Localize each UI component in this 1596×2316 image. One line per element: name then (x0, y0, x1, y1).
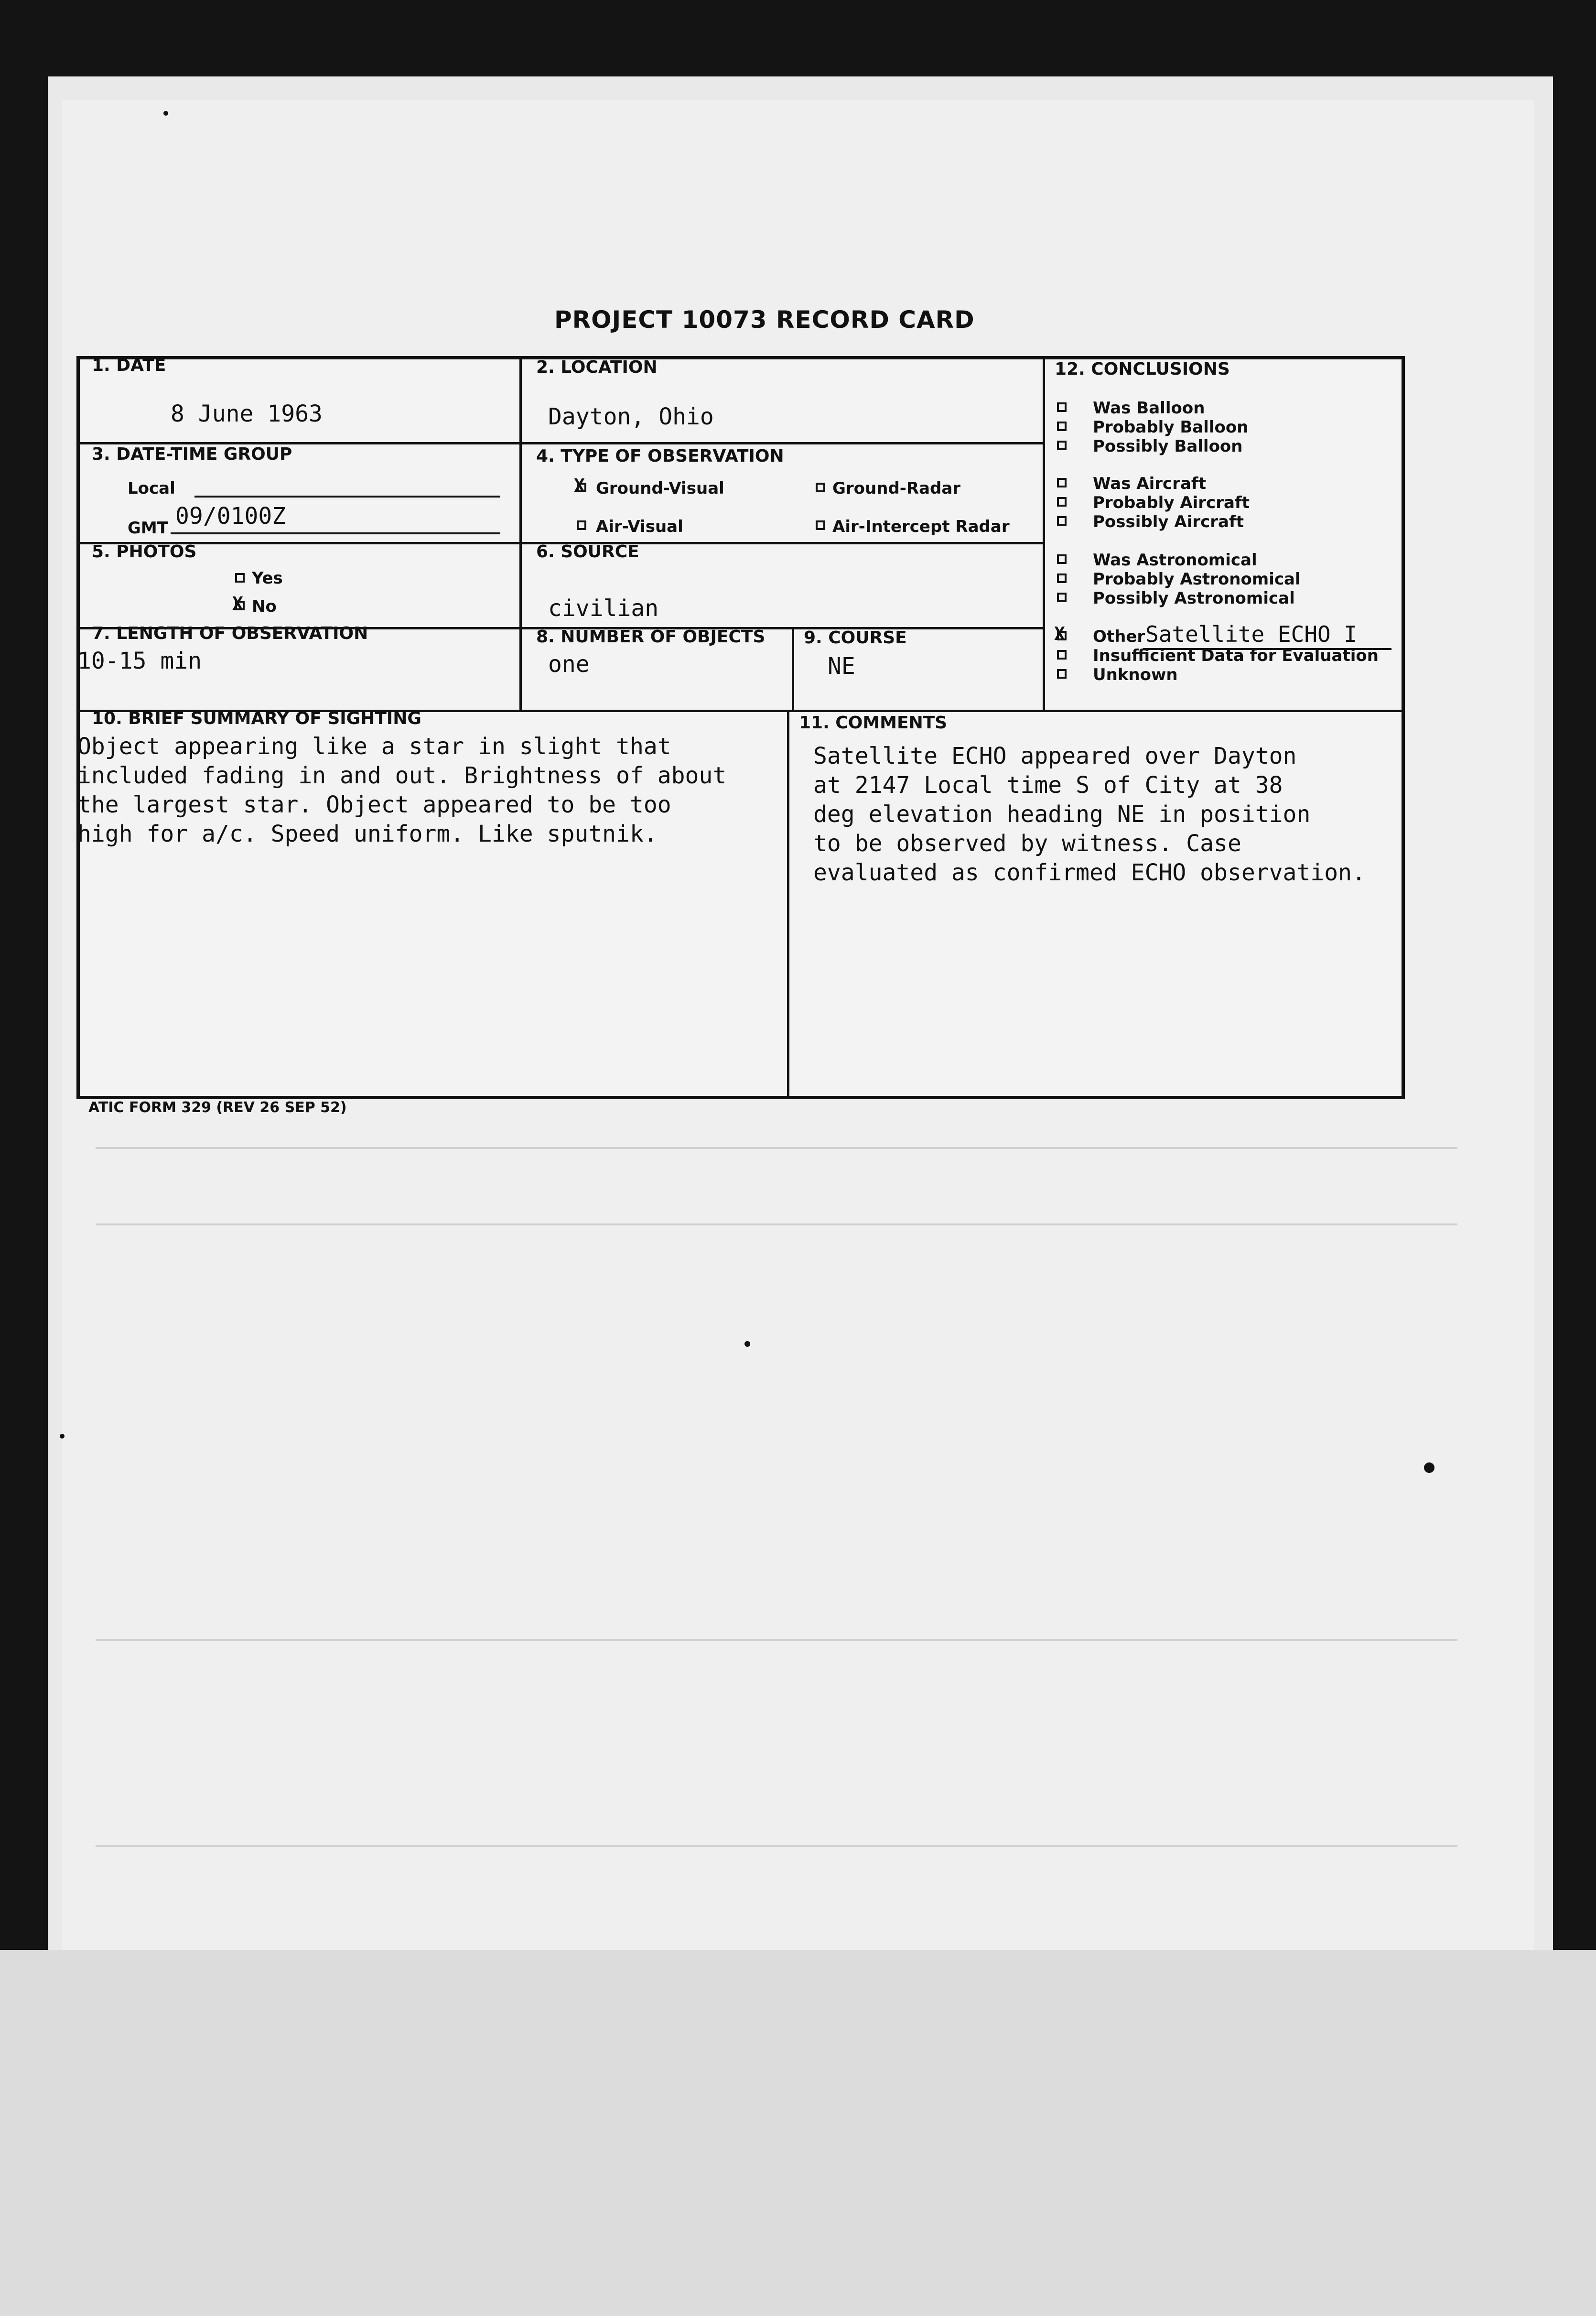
gmt-line (171, 532, 500, 534)
conclusions-label: 12. CONCLUSIONS (1055, 359, 1230, 379)
conclusion-probably-balloon: Probably Balloon (1093, 418, 1249, 437)
dust-speck (60, 1434, 65, 1439)
check-mark-icon: X (574, 475, 585, 496)
photos-label: 5. PHOTOS (92, 542, 197, 562)
card-title: PROJECT 10073 RECORD CARD (554, 306, 975, 334)
form-identifier: ATIC FORM 329 (REV 26 SEP 52) (88, 1099, 347, 1116)
checkbox-unknown[interactable] (1057, 669, 1067, 679)
comment-line: at 2147 Local time S of City at 38 (813, 772, 1283, 799)
conclusion-was-aircraft: Was Aircraft (1093, 474, 1206, 493)
conclusion-unknown: Unknown (1093, 665, 1178, 684)
comments-label: 11. COMMENTS (799, 713, 948, 733)
course-label: 9. COURSE (804, 628, 907, 648)
comment-line: Satellite ECHO appeared over Dayton (813, 743, 1297, 769)
conclusion-was-astronomical: Was Astronomical (1093, 551, 1257, 570)
gmt-value: 09/0100Z (175, 503, 286, 530)
summary-line: included fading in and out. Brightness of about (77, 762, 727, 789)
option-photos-yes: Yes (252, 569, 283, 588)
bleed-through-line (96, 1147, 1457, 1149)
brief-summary-text (77, 732, 726, 849)
number-of-objects-value: one (548, 651, 590, 678)
local-time-line (194, 496, 500, 498)
comment-line: to be observed by witness. Case (813, 830, 1241, 857)
source-value: civilian (548, 595, 659, 622)
check-mark-icon: X (1054, 623, 1065, 644)
conclusion-probably-aircraft: Probably Aircraft (1093, 493, 1250, 512)
checkbox-insufficient-data[interactable] (1057, 650, 1067, 660)
dust-speck (163, 111, 168, 116)
location-label: 2. LOCATION (536, 357, 658, 377)
date-value: 8 June 1963 (171, 400, 323, 427)
checkbox-was-aircraft[interactable] (1057, 478, 1067, 487)
bleed-through-line (96, 1845, 1457, 1847)
checkbox-probably-astronomical[interactable] (1057, 574, 1067, 583)
date-label: 1. DATE (92, 356, 166, 375)
checkbox-was-balloon[interactable] (1057, 402, 1067, 412)
number-of-objects-label: 8. NUMBER OF OBJECTS (536, 627, 766, 647)
checkbox-ground-radar[interactable] (816, 483, 825, 492)
grid-divider (792, 627, 794, 710)
summary-line: the largest star. Object appeared to be too (77, 791, 671, 818)
conclusion-was-balloon: Was Balloon (1093, 399, 1205, 418)
film-bottom-strip (0, 1950, 1596, 2316)
checkbox-photos-yes[interactable] (235, 573, 245, 583)
dust-speck (744, 1341, 750, 1347)
comment-line: deg elevation heading NE in position (813, 801, 1311, 828)
checkbox-was-astronomical[interactable] (1057, 554, 1067, 564)
length-of-observation-value: 10-15 min (77, 648, 202, 674)
location-value: Dayton, Ohio (548, 403, 714, 430)
conclusion-possibly-aircraft: Possibly Aircraft (1093, 512, 1244, 531)
option-ground-visual: Ground-Visual (596, 479, 724, 498)
length-of-observation-label: 7. LENGTH OF OBSERVATION (92, 624, 368, 643)
brief-summary-label: 10. BRIEF SUMMARY OF SIGHTING (92, 709, 421, 728)
checkbox-possibly-aircraft[interactable] (1057, 516, 1067, 526)
conclusion-other-value: Satellite ECHO I (1145, 621, 1358, 647)
checkbox-possibly-astronomical[interactable] (1057, 593, 1067, 602)
conclusion-possibly-balloon: Possibly Balloon (1093, 437, 1243, 456)
conclusion-other: Other (1093, 627, 1145, 646)
comments-text (813, 742, 1366, 887)
grid-divider (519, 359, 522, 710)
dust-speck (1424, 1462, 1434, 1473)
comment-line: evaluated as confirmed ECHO observation. (813, 859, 1366, 886)
checkbox-probably-balloon[interactable] (1057, 422, 1067, 431)
record-card (76, 356, 1405, 1099)
conclusion-possibly-astronomical: Possibly Astronomical (1093, 589, 1295, 608)
date-time-group-label: 3. DATE-TIME GROUP (92, 444, 292, 464)
summary-line: Object appearing like a star in slight that (77, 733, 671, 760)
conclusion-insufficient-data: Insufficient Data for Evaluation (1093, 646, 1379, 665)
conclusion-probably-astronomical: Probably Astronomical (1093, 570, 1301, 589)
gmt-label: GMT (128, 519, 168, 538)
checkbox-possibly-balloon[interactable] (1057, 441, 1067, 450)
grid-divider (787, 710, 789, 1099)
option-air-intercept-radar: Air-Intercept Radar (832, 517, 1010, 536)
grid-divider (1043, 359, 1045, 710)
source-label: 6. SOURCE (536, 542, 639, 562)
local-time-label: Local (128, 479, 175, 498)
summary-line: high for a/c. Speed uniform. Like sputnik. (77, 821, 658, 847)
bleed-through-line (96, 1223, 1457, 1225)
bleed-through-line (96, 1639, 1457, 1641)
type-of-observation-label: 4. TYPE OF OBSERVATION (536, 446, 784, 466)
course-value: NE (828, 653, 855, 680)
checkbox-air-visual[interactable] (577, 520, 586, 530)
option-air-visual: Air-Visual (596, 517, 683, 536)
check-mark-icon: X (232, 593, 243, 614)
checkbox-probably-aircraft[interactable] (1057, 497, 1067, 507)
option-ground-radar: Ground-Radar (832, 479, 961, 498)
checkbox-air-intercept-radar[interactable] (816, 520, 825, 530)
option-photos-no: No (252, 597, 277, 616)
